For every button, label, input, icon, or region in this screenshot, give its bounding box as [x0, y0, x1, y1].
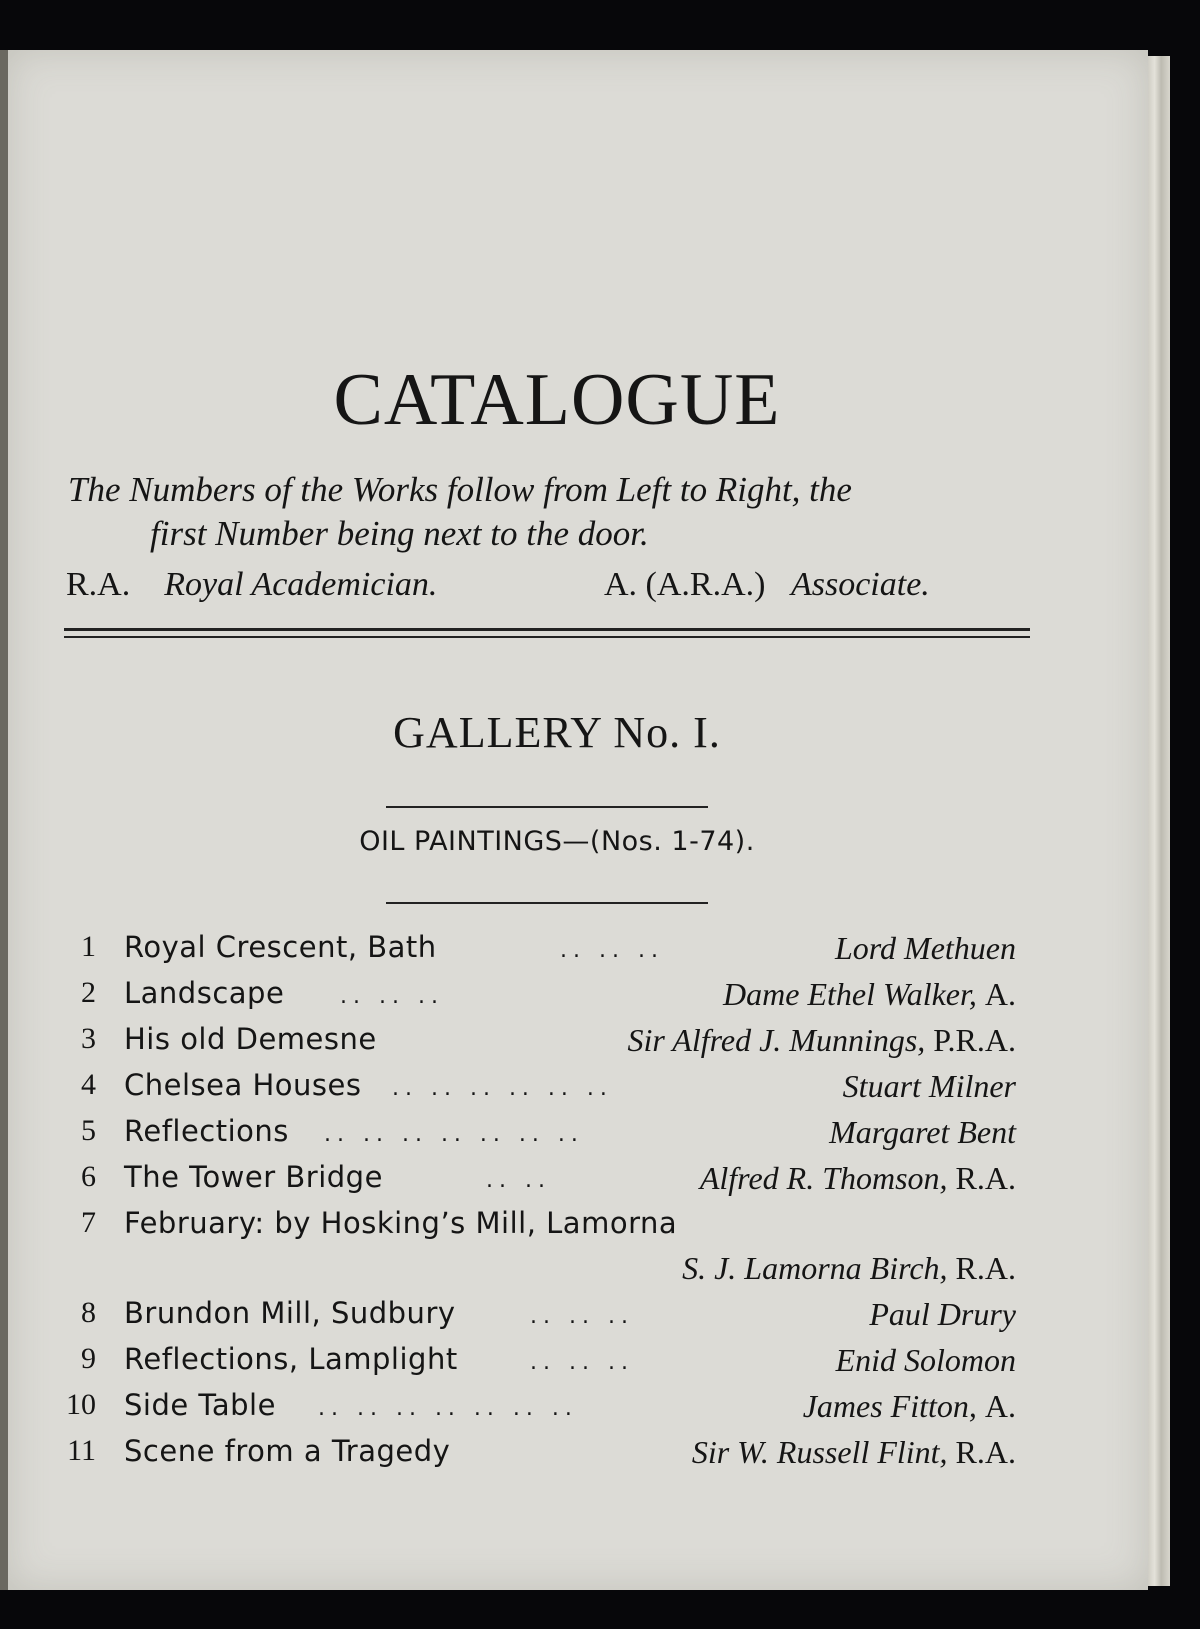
entry-artist — [682, 1250, 1016, 1287]
entry-artist — [869, 1296, 1016, 1333]
artist-name: Paul Drury — [869, 1296, 1016, 1332]
entry-title: His old Demesne — [124, 1022, 377, 1056]
entry-number: 1 — [81, 930, 96, 963]
entry-number: 11 — [67, 1434, 96, 1467]
entry-number: 5 — [81, 1114, 96, 1147]
entry-title: Royal Crescent, Bath — [124, 930, 437, 964]
leader-dots: .. .. .. .. .. .. — [392, 1076, 613, 1101]
entry-number: 8 — [81, 1296, 96, 1329]
leader-dots: .. .. .. — [560, 938, 664, 963]
entry-number: 4 — [81, 1068, 96, 1101]
artist-honour: R.A. — [955, 1250, 1016, 1286]
abbreviation-ra-key: R.A. — [66, 566, 131, 603]
entry-title: Reflections — [124, 1114, 289, 1148]
entry-artist — [723, 976, 1016, 1013]
artist-name: Dame Ethel Walker, — [723, 976, 977, 1012]
double-divider — [64, 628, 1030, 638]
entry-number: 9 — [81, 1342, 96, 1375]
entry-artist — [692, 1434, 1016, 1471]
catalogue-entry — [40, 1342, 1020, 1388]
artist-honour: P.R.A. — [933, 1022, 1016, 1058]
catalogue-entry — [40, 1114, 1020, 1160]
entry-title: Brundon Mill, Sudbury — [124, 1296, 456, 1330]
artist-honour: R.A. — [955, 1160, 1016, 1196]
entry-artist — [803, 1388, 1016, 1425]
entry-number: 6 — [81, 1160, 96, 1193]
artist-honour: A. — [984, 976, 1016, 1012]
intro-line-1: The Numbers of the Works follow from Left to Right, the — [68, 470, 852, 509]
artist-name: Sir W. Russell Flint, — [691, 1434, 948, 1470]
catalogue-entry — [40, 1296, 1020, 1342]
catalogue-entry — [40, 1022, 1020, 1068]
entry-title: Scene from a Tragedy — [124, 1434, 451, 1468]
abbreviation-ara-key: A. (A.R.A.) — [604, 566, 766, 603]
artist-name: Sir Alfred J. Munnings, — [627, 1022, 926, 1058]
leader-dots: .. .. .. — [530, 1304, 634, 1329]
catalogue-entry — [40, 1434, 1020, 1480]
leader-dots: .. .. .. — [530, 1350, 634, 1375]
entry-artist — [836, 1342, 1016, 1379]
divider-lower — [386, 902, 708, 904]
entry-number: 3 — [81, 1022, 96, 1055]
artist-name: James Fitton, — [802, 1388, 977, 1424]
entry-title: February: by Hosking’s Mill, Lamorna — [124, 1206, 678, 1240]
entry-title: Reflections, Lamplight — [124, 1342, 458, 1376]
entry-number: 2 — [81, 976, 96, 1009]
entry-number: 7 — [81, 1206, 96, 1239]
gallery-title: GALLERY No. I. — [393, 708, 721, 757]
entry-title: Side Table — [124, 1388, 276, 1422]
divider-upper — [386, 806, 708, 808]
catalogue-entry — [40, 1388, 1020, 1434]
artist-honour: R.A. — [955, 1434, 1016, 1470]
entry-number: 10 — [66, 1388, 96, 1421]
entry-title: Landscape — [124, 976, 285, 1010]
artist-name: Lord Methuen — [834, 930, 1016, 966]
catalogue-entry — [40, 1206, 1020, 1296]
entry-artist — [829, 1114, 1016, 1151]
artist-name: Alfred R. Thomson, — [699, 1160, 948, 1196]
section-heading: OIL PAINTINGS—(Nos. 1-74). — [359, 826, 755, 857]
catalogue-title: CATALOGUE — [333, 359, 781, 441]
leader-dots: .. .. .. — [340, 984, 444, 1009]
catalogue-intro — [68, 468, 1048, 556]
catalogue-entry — [40, 976, 1020, 1022]
artist-honour: A. — [984, 1388, 1016, 1424]
entry-artist — [835, 930, 1016, 967]
leader-dots: .. .. — [486, 1168, 551, 1193]
entry-artist — [700, 1160, 1016, 1197]
catalogue-entry-list — [40, 930, 1020, 1480]
catalogue-entry — [40, 930, 1020, 976]
entry-artist — [843, 1068, 1016, 1105]
catalogue-entry — [40, 1068, 1020, 1114]
abbreviation-ara-desc: Associate. — [790, 566, 930, 603]
leader-dots: .. .. .. .. .. .. .. — [324, 1122, 584, 1147]
entry-title: Chelsea Houses — [124, 1068, 362, 1102]
artist-name: Enid Solomon — [835, 1342, 1016, 1378]
abbreviation-ara — [604, 566, 930, 604]
artist-name: S. J. Lamorna Birch, — [682, 1250, 948, 1286]
artist-name: Stuart Milner — [842, 1068, 1016, 1104]
page-stack-edge — [1148, 56, 1170, 1586]
leader-dots: .. .. .. .. .. .. .. — [318, 1396, 578, 1421]
intro-line-2: first Number being next to the door. — [150, 514, 649, 553]
artist-name: Margaret Bent — [829, 1114, 1016, 1150]
catalogue-entry — [40, 1160, 1020, 1206]
abbreviation-ra — [66, 566, 437, 604]
entry-title: The Tower Bridge — [124, 1160, 383, 1194]
abbreviation-ra-desc: Royal Academician. — [164, 566, 438, 603]
entry-artist — [628, 1022, 1016, 1059]
